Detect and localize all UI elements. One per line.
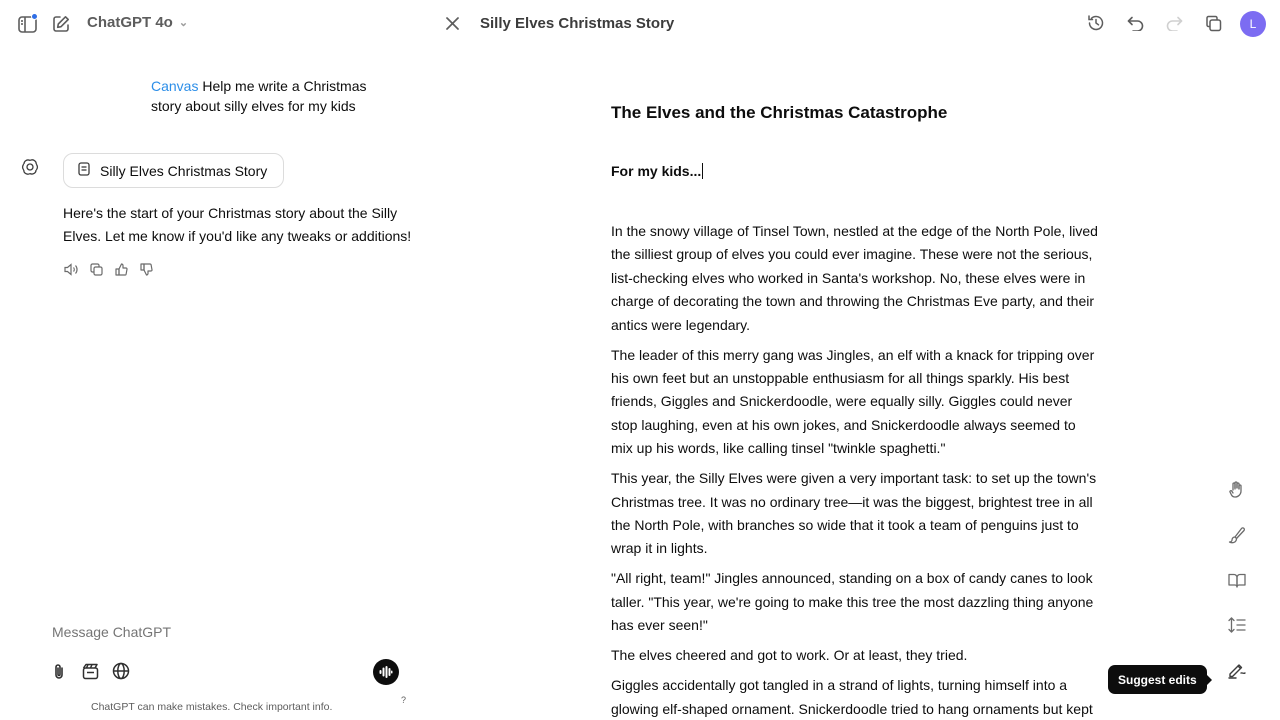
- copy-document-icon[interactable]: [1203, 13, 1223, 33]
- user-message: [151, 76, 376, 116]
- close-canvas-icon[interactable]: [443, 14, 461, 32]
- chat-top-bar: [0, 0, 430, 48]
- text-caret: [702, 163, 703, 179]
- chevron-down-icon: ⌄: [178, 17, 189, 29]
- thumbs-down-icon[interactable]: [138, 261, 154, 277]
- message-input[interactable]: [52, 624, 352, 640]
- openai-logo-icon: [20, 157, 40, 177]
- document-icon: [78, 162, 90, 179]
- document-paragraph: The leader of this merry gang was Jingles, an elf with a knack for tripping over his own feet but an unstoppable enthusiasm for all things sparkly. His best friends, Giggles and Snickerdoodle, were equally silly. Giggles could never stop laughing, even at his own jokes, and Snickerdoodle always seemed to mix up his words, like calling tinsel "twinkle spaghetti.": [611, 346, 1095, 457]
- canvas-tool-icon[interactable]: [80, 661, 100, 681]
- copy-icon[interactable]: [88, 261, 104, 277]
- document-paragraph: This year, the Silly Elves were given a very important task: to set up the town's Christmas tree. It was no ordinary tree—it was the biggest, brightest tree in all the North Pole, with branches so wide that it took a team of penguins just to wrap it in lights.: [611, 470, 1097, 557]
- message-actions: [63, 261, 154, 277]
- assistant-message: Here's the start of your Christmas story about the Silly Elves. Let me know if you'd like any tweaks or additions!: [63, 205, 412, 244]
- canvas-tag: Canvas: [151, 78, 199, 94]
- disclaimer-text: ChatGPT can make mistakes. Check important info.: [91, 701, 333, 713]
- model-switcher[interactable]: [87, 14, 188, 31]
- user-avatar[interactable]: L: [1240, 11, 1266, 37]
- document-paragraph: The elves cheered and got to work. Or at least, they tried.: [611, 647, 968, 664]
- document-paragraph: In the snowy village of Tinsel Town, nestled at the edge of the North Pole, lived the silliest group of elves you could ever imagine. These were not the serious, list-checking elves who worked in Santa's workshop. No, these elves were in charge of decorating the town and throwing the Christmas Eve party, and their antics were legendary.: [611, 223, 1098, 333]
- model-name: ChatGPT 4o: [87, 14, 173, 31]
- chat-panel: [0, 0, 430, 720]
- canvas-title: Silly Elves Christmas Story: [480, 15, 675, 32]
- composer-tools: [49, 661, 131, 681]
- add-emojis-icon[interactable]: [1227, 480, 1247, 500]
- suggest-edits-icon[interactable]: [1227, 660, 1247, 680]
- undo-icon[interactable]: [1125, 13, 1145, 33]
- document-paragraph: Giggles accidentally got tangled in a strand of lights, turning himself into a glowing elf-shaped ornament. Snickerdoodle tried to hang ornaments but kept: [611, 677, 1093, 717]
- final-polish-icon[interactable]: [1227, 525, 1247, 545]
- canvas-panel: [430, 0, 1280, 720]
- help-icon[interactable]: ?: [401, 695, 407, 705]
- new-chat-icon[interactable]: [51, 14, 71, 34]
- thumbs-up-icon[interactable]: [113, 261, 129, 277]
- document-subtitle-text: For my kids...: [611, 163, 702, 179]
- redo-icon[interactable]: [1164, 13, 1184, 33]
- document-subtitle: [611, 163, 703, 179]
- voice-mode-button[interactable]: [373, 659, 399, 685]
- document-heading: The Elves and the Christmas Catastrophe: [611, 103, 948, 122]
- notification-dot: [31, 13, 38, 20]
- read-aloud-icon[interactable]: [63, 261, 79, 277]
- doc-card-label: Silly Elves Christmas Story: [100, 162, 268, 179]
- version-history-icon[interactable]: [1086, 13, 1106, 33]
- canvas-edit-tools: [1227, 480, 1247, 680]
- adjust-length-icon[interactable]: [1227, 615, 1247, 635]
- globe-icon[interactable]: [111, 661, 131, 681]
- reading-level-icon[interactable]: [1227, 570, 1247, 590]
- document-body: [611, 220, 1101, 720]
- user-message-text: Help me write a Christmas story about silly elves for my kids: [151, 78, 367, 114]
- suggest-edits-tooltip: Suggest edits: [1108, 665, 1207, 694]
- canvas-doc-card[interactable]: [63, 153, 284, 188]
- document-paragraph: "All right, team!" Jingles announced, standing on a box of candy canes to look taller. "This year, we're going to make this tree the most dazzling thing anyone has ever seen!": [611, 570, 1094, 634]
- attach-icon[interactable]: [49, 661, 69, 681]
